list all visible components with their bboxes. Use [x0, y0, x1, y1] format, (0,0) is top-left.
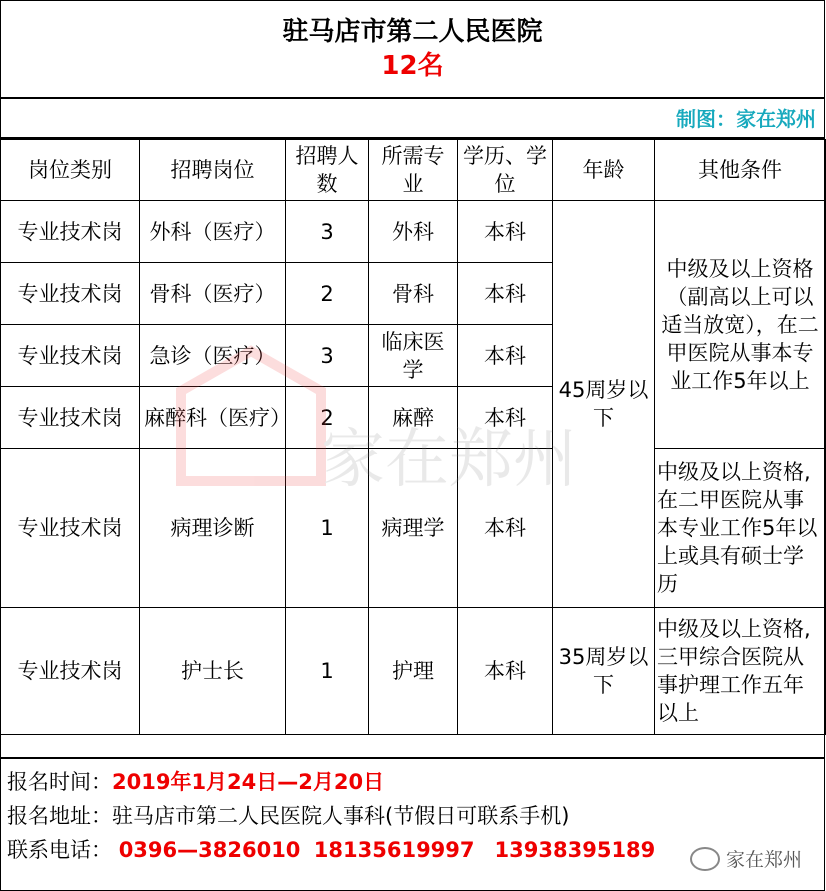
cell-degree: 本科 — [458, 387, 553, 449]
cell-major: 外科 — [369, 201, 458, 263]
table-row — [1, 201, 826, 263]
cell-number: 3 — [286, 201, 369, 263]
cell-category: 专业技术岗 — [1, 201, 140, 263]
cell-number: 2 — [286, 387, 369, 449]
cell-position: 外科（医疗） — [140, 201, 286, 263]
col-header-category: 岗位类别 — [1, 140, 140, 201]
cell-age-group-1: 45周岁以下 — [553, 201, 655, 608]
cell-condition-3: 中级及以上资格,三甲综合医院从事护理工作五年以上 — [655, 608, 826, 735]
cell-major: 麻醉 — [369, 387, 458, 449]
header — [1, 1, 824, 99]
cell-category: 专业技术岗 — [1, 449, 140, 608]
cell-major: 病理学 — [369, 449, 458, 608]
cell-position: 病理诊断 — [140, 449, 286, 608]
cell-position: 骨科（医疗） — [140, 263, 286, 325]
cell-degree: 本科 — [458, 201, 553, 263]
cell-degree: 本科 — [458, 608, 553, 735]
wechat-icon — [690, 847, 720, 871]
cell-major: 护理 — [369, 608, 458, 735]
cell-number: 3 — [286, 325, 369, 387]
phone-number: 0396—3826010 — [118, 838, 301, 862]
col-header-age: 年龄 — [553, 140, 655, 201]
cell-condition-1: 中级及以上资格（副高以上可以适当放宽），在二甲医院从事本专业工作5年以上 — [655, 201, 826, 449]
cell-number: 1 — [286, 449, 369, 608]
signup-time-line — [1, 765, 824, 799]
signup-address-value: 驻马店市第二人民医院人事科(节假日可联系手机) — [112, 804, 570, 828]
cell-condition-2: 中级及以上资格,在二甲医院从事本专业工作5年以上或具有硕士学历 — [655, 449, 826, 608]
cell-position: 护士长 — [140, 608, 286, 735]
cell-category: 专业技术岗 — [1, 263, 140, 325]
cell-age-group-2: 35周岁以下 — [553, 608, 655, 735]
hospital-title: 驻马店市第二人民医院 — [282, 17, 543, 47]
contact-phone-label: 联系电话： — [7, 838, 112, 862]
signup-time-value: 2019年1月24日—2月20日 — [112, 770, 385, 794]
cell-number: 1 — [286, 608, 369, 735]
col-header-number: 招聘人数 — [286, 140, 369, 201]
cell-category: 专业技术岗 — [1, 387, 140, 449]
cell-major: 骨科 — [369, 263, 458, 325]
table-row — [1, 608, 826, 735]
signup-address-line — [1, 799, 824, 833]
bg-watermark-text: 家在郑州 — [321, 423, 577, 497]
cell-category: 专业技术岗 — [1, 608, 140, 735]
cell-degree: 本科 — [458, 263, 553, 325]
recruit-count: 12名 — [381, 51, 444, 81]
cell-position: 麻醉科（医疗） — [140, 387, 286, 449]
cell-major: 临床医学 — [369, 325, 458, 387]
cell-number: 2 — [286, 263, 369, 325]
table-row — [1, 449, 826, 608]
watermark-label: 家在郑州 — [725, 849, 802, 871]
cell-degree: 本科 — [458, 325, 553, 387]
chart-credit: 制图：家在郑州 — [1, 99, 824, 139]
col-header-degree: 学历、学位 — [458, 140, 553, 201]
table-header-row — [1, 140, 826, 201]
signup-time-label: 报名时间： — [7, 770, 112, 794]
cell-position: 急诊（医疗） — [140, 325, 286, 387]
col-header-position: 招聘岗位 — [140, 140, 286, 201]
cell-degree: 本科 — [458, 449, 553, 608]
col-header-conditions: 其他条件 — [655, 140, 826, 201]
signup-address-label: 报名地址： — [7, 804, 112, 828]
wechat-watermark — [690, 845, 802, 872]
phone-number: 13938395189 — [494, 838, 656, 862]
phone-number: 18135619997 — [313, 838, 475, 862]
positions-table — [0, 139, 826, 735]
cell-category: 专业技术岗 — [1, 325, 140, 387]
col-header-major: 所需专业 — [369, 140, 458, 201]
